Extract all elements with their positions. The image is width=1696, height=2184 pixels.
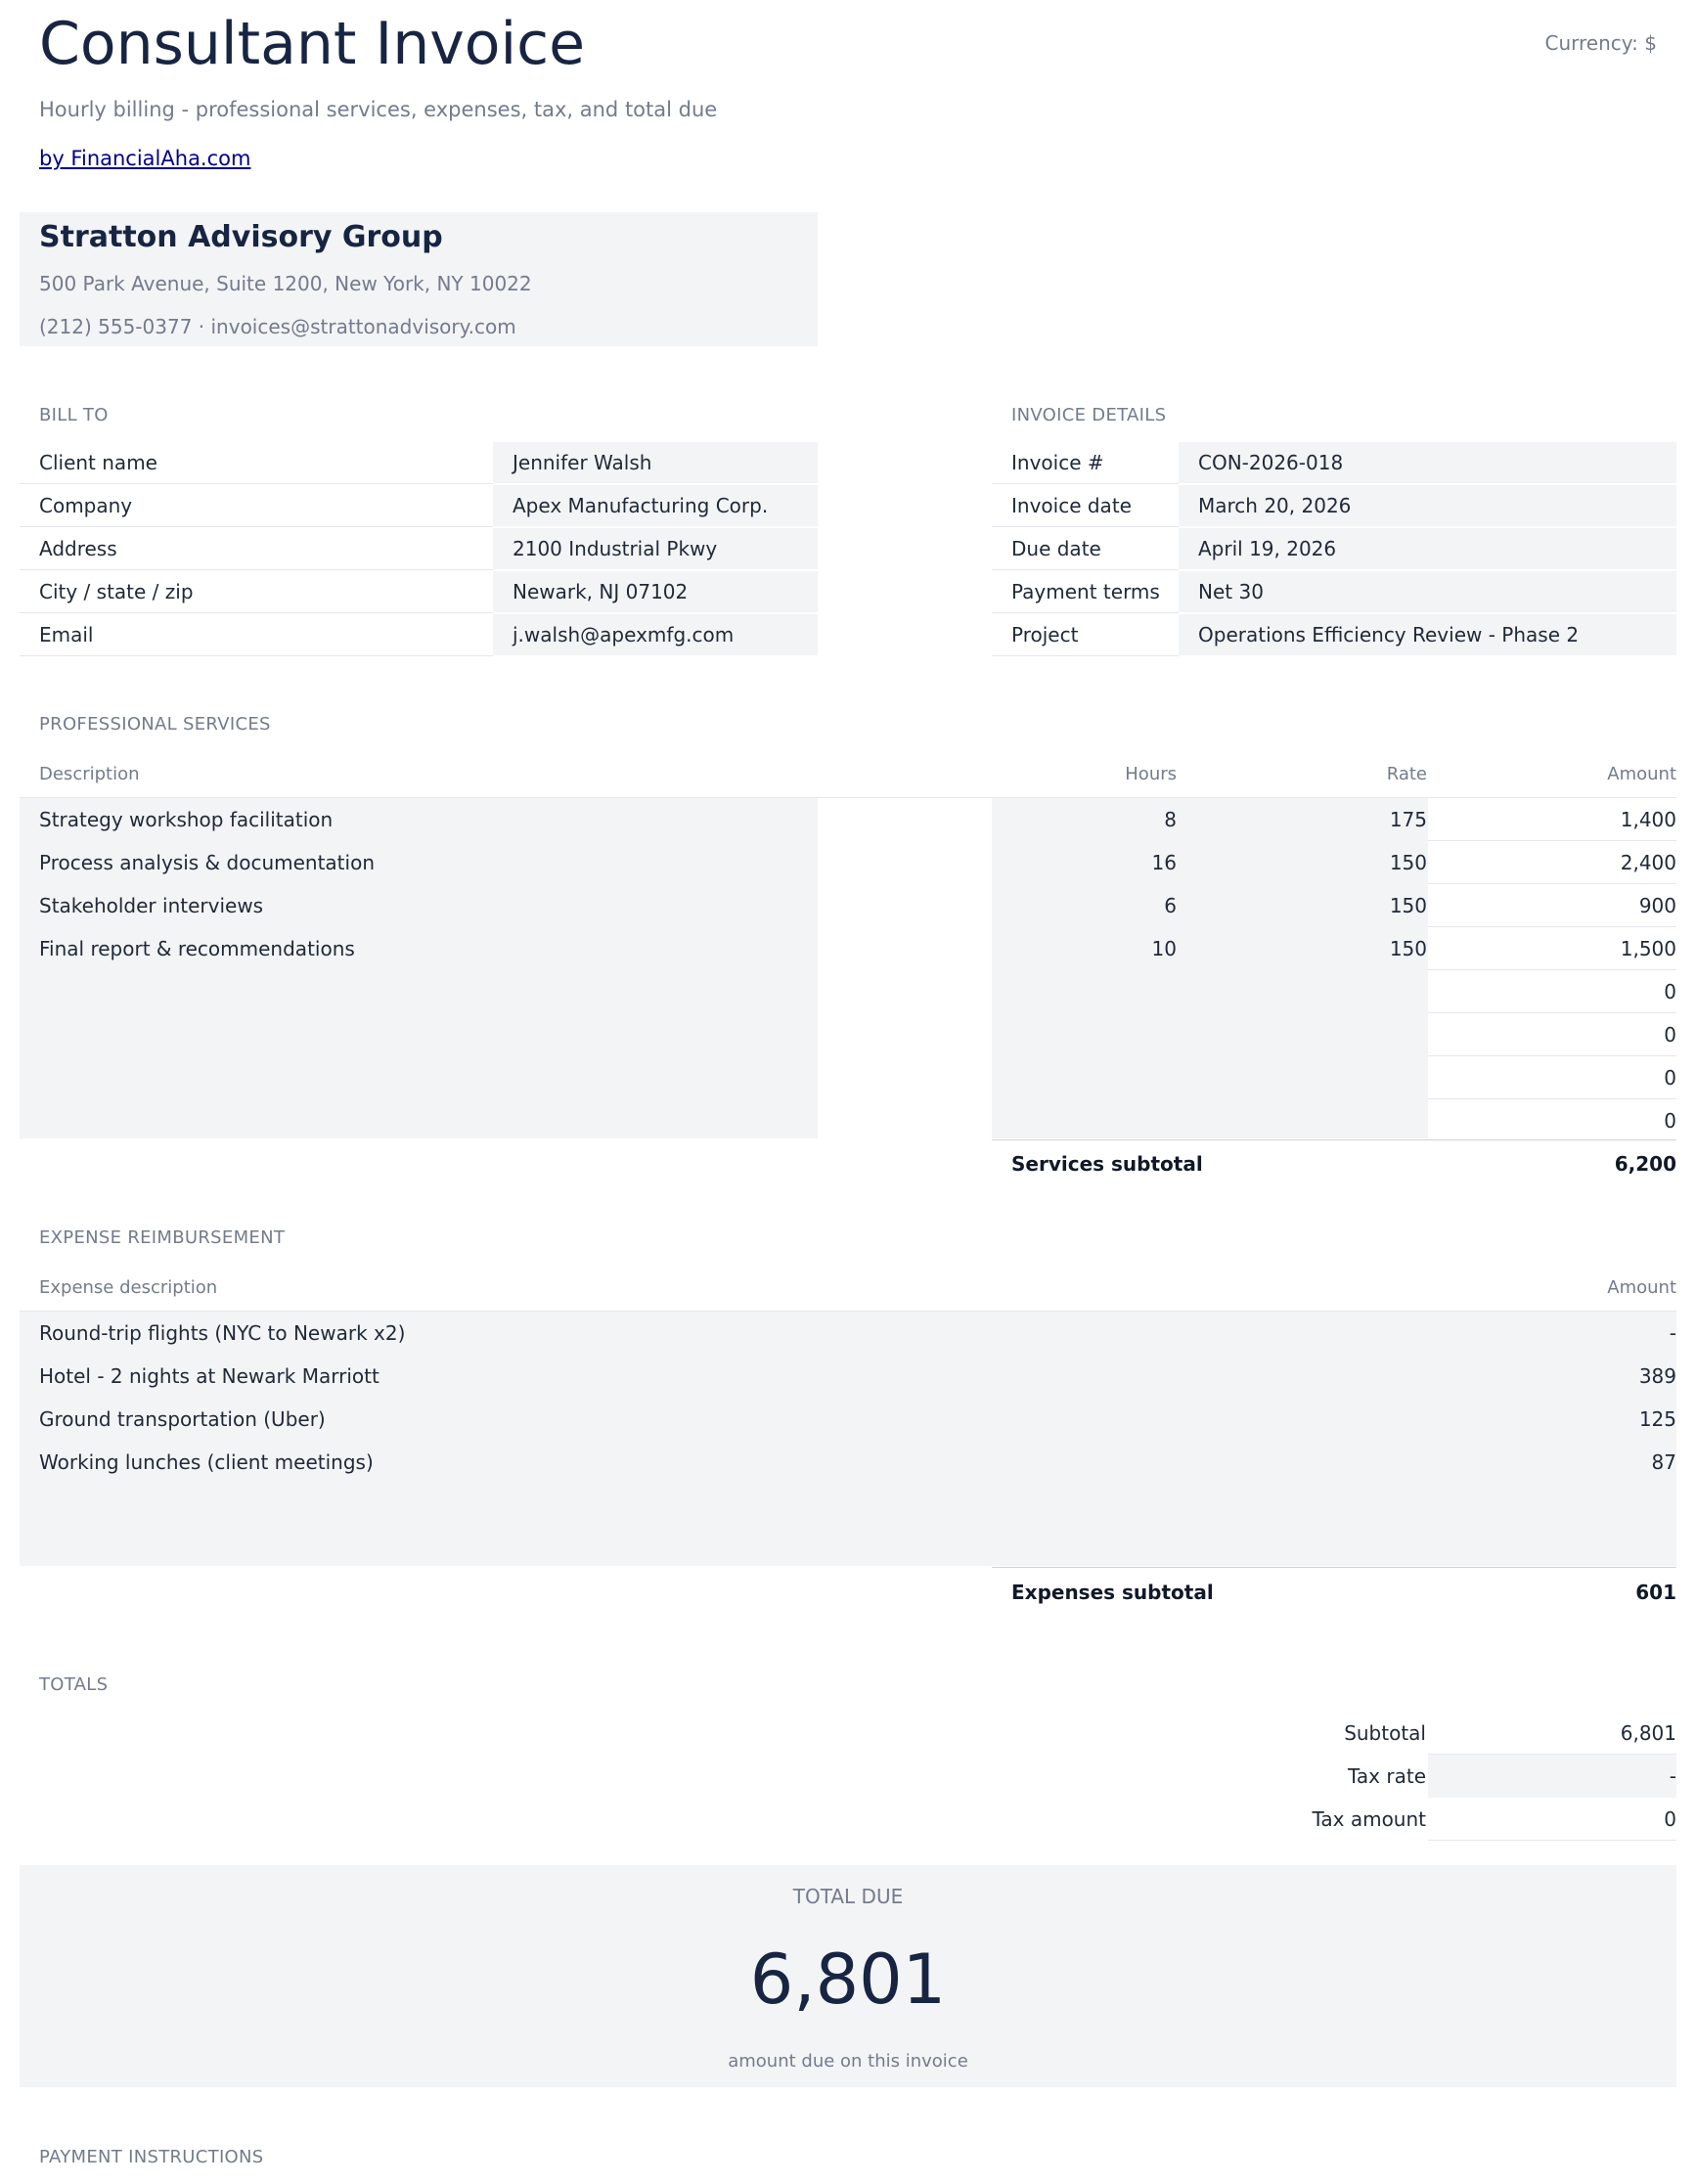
currency-label: Currency: $ xyxy=(1544,31,1657,55)
service-amount-cell: 0 xyxy=(1428,1013,1676,1056)
services-header-description: Description xyxy=(39,764,140,784)
payment-instructions-label: PAYMENT INSTRUCTIONS xyxy=(39,2147,264,2167)
service-description-cell[interactable]: Strategy workshop facilitation xyxy=(39,808,334,831)
expenses-subtotal-value: 601 xyxy=(1635,1581,1676,1604)
service-rate-cell[interactable] xyxy=(1178,1056,1427,1099)
payment-terms-field[interactable]: Net 30 xyxy=(1179,571,1676,613)
tax-rate-field[interactable]: - xyxy=(1428,1755,1676,1798)
total-due-box xyxy=(20,1865,1676,2087)
tax-rate-label: Tax rate xyxy=(1348,1764,1426,1788)
invoice-date-field[interactable]: March 20, 2026 xyxy=(1179,485,1676,527)
page-title: Consultant Invoice xyxy=(39,10,586,78)
due-date-field[interactable]: April 19, 2026 xyxy=(1179,528,1676,570)
service-amount-cell: 900 xyxy=(1428,884,1676,927)
service-description-cell[interactable]: Final report & recommendations xyxy=(39,937,355,960)
divider xyxy=(992,1139,1676,1140)
service-amount-cell: 1,400 xyxy=(1428,798,1676,841)
service-hours-cell[interactable]: 6 xyxy=(1164,894,1177,917)
service-hours-cell[interactable] xyxy=(992,970,1177,1013)
field-label: Invoice date xyxy=(992,485,1179,527)
service-amount-cell: 0 xyxy=(1428,1056,1676,1099)
field-label: City / state / zip xyxy=(20,571,493,613)
service-amount-cell: 0 xyxy=(1664,1109,1676,1133)
field-label: Address xyxy=(20,528,493,570)
invoice-details-table xyxy=(992,442,1676,657)
expenses-header-amount: Amount xyxy=(1607,1277,1676,1298)
service-amount-cell: 1,500 xyxy=(1428,927,1676,970)
totals-label: TOTALS xyxy=(39,1674,109,1695)
expense-amount-cell[interactable]: 389 xyxy=(1638,1364,1676,1388)
expense-amount-cell[interactable]: 125 xyxy=(1638,1407,1676,1431)
service-hours-cell[interactable] xyxy=(992,1056,1177,1099)
expenses-header-description: Expense description xyxy=(39,1277,218,1298)
expense-description-cell[interactable]: Ground transportation (Uber) xyxy=(39,1407,326,1431)
service-rate-cell[interactable]: 150 xyxy=(1389,937,1427,960)
bill-to-row xyxy=(20,442,818,485)
expense-description-cell[interactable]: Working lunches (client meetings) xyxy=(39,1450,374,1474)
company-contact: (212) 555-0377 · invoices@strattonadvisory.com xyxy=(39,315,516,338)
bill-to-row xyxy=(20,528,818,571)
invoice-details-row xyxy=(992,485,1676,528)
services-subtotal-value: 6,200 xyxy=(1614,1152,1676,1176)
field-label: Payment terms xyxy=(992,571,1179,613)
service-description-cell[interactable]: Stakeholder interviews xyxy=(39,894,264,917)
byline-link[interactable]: by FinancialAha.com xyxy=(39,147,251,170)
services-subtotal-label: Services subtotal xyxy=(1011,1152,1203,1176)
subtotal-label: Subtotal xyxy=(1344,1721,1426,1745)
bill-to-table xyxy=(20,442,818,657)
expense-description-cell[interactable]: Hotel - 2 nights at Newark Marriott xyxy=(39,1364,379,1388)
field-label: Project xyxy=(992,614,1179,656)
divider xyxy=(992,1567,1676,1568)
company-card xyxy=(20,212,818,346)
invoice-details-label: INVOICE DETAILS xyxy=(1011,405,1167,425)
service-rate-cell[interactable]: 150 xyxy=(1389,851,1427,874)
expense-description-cell[interactable]: Round-trip flights (NYC to Newark x2) xyxy=(39,1321,406,1345)
bill-to-row xyxy=(20,571,818,614)
services-header-hours: Hours xyxy=(1125,764,1177,784)
project-field[interactable]: Operations Efficiency Review - Phase 2 xyxy=(1179,614,1676,656)
invoice-details-row xyxy=(992,614,1676,657)
service-hours-cell[interactable]: 16 xyxy=(1151,851,1177,874)
expenses-table-body xyxy=(20,1312,1676,1566)
tax-amount-label: Tax amount xyxy=(1312,1807,1426,1831)
invoice-details-row xyxy=(992,442,1676,485)
field-label: Due date xyxy=(992,528,1179,570)
city-state-zip-field[interactable]: Newark, NJ 07102 xyxy=(493,571,818,613)
invoice-details-row xyxy=(992,571,1676,614)
service-description-cell[interactable]: Process analysis & documentation xyxy=(39,851,375,874)
service-rate-cell[interactable]: 150 xyxy=(1389,894,1427,917)
client-name-field[interactable]: Jennifer Walsh xyxy=(493,442,818,484)
expenses-subtotal-label: Expenses subtotal xyxy=(1011,1581,1214,1604)
page-subtitle: Hourly billing - professional services, expenses, tax, and total due xyxy=(39,98,718,121)
invoice-number-field[interactable]: CON-2026-018 xyxy=(1179,442,1676,484)
company-field[interactable]: Apex Manufacturing Corp. xyxy=(493,485,818,527)
total-due-note: amount due on this invoice xyxy=(728,2051,968,2072)
service-hours-cell[interactable] xyxy=(992,1013,1177,1056)
tax-amount-value: 0 xyxy=(1428,1798,1676,1841)
invoice-details-row xyxy=(992,528,1676,571)
company-name: Stratton Advisory Group xyxy=(39,220,443,254)
field-label: Client name xyxy=(20,442,493,484)
service-hours-cell[interactable]: 8 xyxy=(1164,808,1177,831)
services-header-amount: Amount xyxy=(1607,764,1676,784)
service-amount-cell: 2,400 xyxy=(1428,841,1676,884)
service-rate-cell[interactable]: 175 xyxy=(1389,808,1427,831)
bill-to-row xyxy=(20,614,818,657)
services-header-rate: Rate xyxy=(1386,764,1427,784)
field-label: Company xyxy=(20,485,493,527)
service-rate-cell[interactable] xyxy=(1178,1099,1427,1142)
field-label: Invoice # xyxy=(992,442,1179,484)
services-rows xyxy=(0,798,1696,1142)
field-label: Email xyxy=(20,614,493,656)
service-rate-cell[interactable] xyxy=(1178,970,1427,1013)
bill-to-row xyxy=(20,485,818,528)
expense-amount-cell[interactable]: - xyxy=(1669,1321,1676,1345)
email-field[interactable]: j.walsh@apexmfg.com xyxy=(493,614,818,656)
bill-to-label: BILL TO xyxy=(39,405,109,425)
company-address: 500 Park Avenue, Suite 1200, New York, NY 10022 xyxy=(39,272,532,295)
subtotal-value: 6,801 xyxy=(1428,1712,1676,1755)
total-due-label: TOTAL DUE xyxy=(792,1885,904,1908)
expense-amount-cell[interactable]: 87 xyxy=(1651,1450,1676,1474)
total-due-value: 6,801 xyxy=(749,1939,947,2020)
services-label: PROFESSIONAL SERVICES xyxy=(39,714,271,735)
service-hours-cell[interactable]: 10 xyxy=(1151,937,1177,960)
service-hours-cell[interactable] xyxy=(992,1099,1177,1142)
service-amount-cell: 0 xyxy=(1428,970,1676,1013)
address-field[interactable]: 2100 Industrial Pkwy xyxy=(493,528,818,570)
service-rate-cell[interactable] xyxy=(1178,1013,1427,1056)
expenses-label: EXPENSE REIMBURSEMENT xyxy=(39,1227,286,1248)
